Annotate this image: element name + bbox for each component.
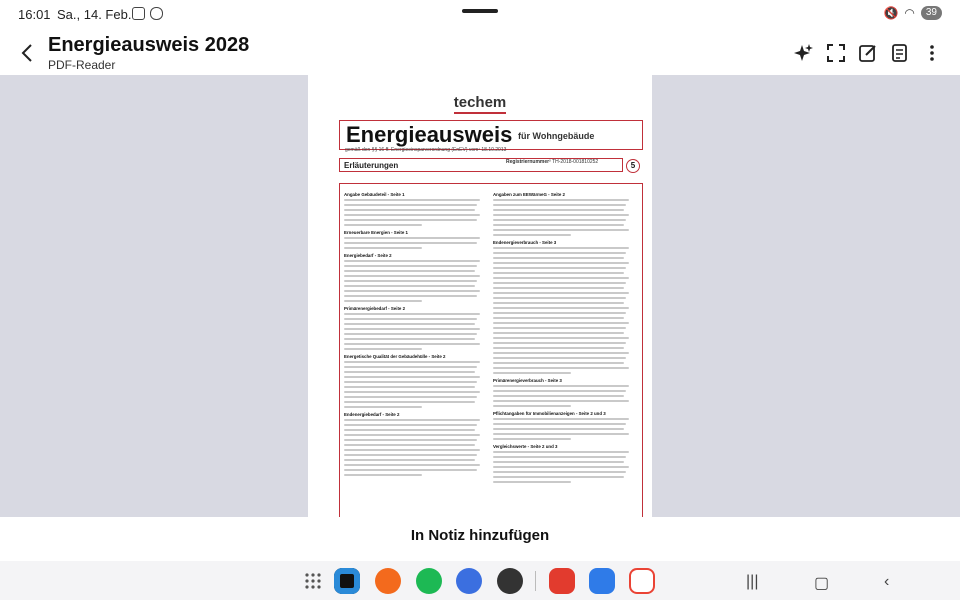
- screenshot-notification-icon: [132, 7, 145, 20]
- text-line: [344, 348, 422, 350]
- text-line: [344, 323, 475, 325]
- text-line: [493, 262, 629, 264]
- edit-icon[interactable]: [858, 43, 878, 63]
- text-line: [493, 312, 626, 314]
- text-line: [493, 390, 626, 392]
- pdf-app-icon[interactable]: [549, 568, 575, 594]
- gmail-app-icon[interactable]: [629, 568, 655, 594]
- text-line: [344, 439, 477, 441]
- text-line: [344, 474, 422, 476]
- text-line: [493, 428, 624, 430]
- text-line: [493, 362, 624, 364]
- text-line: [493, 352, 629, 354]
- text-line: [493, 357, 626, 359]
- add-to-note-button[interactable]: In Notiz hinzufügen: [410, 527, 550, 544]
- compass-app-icon[interactable]: [456, 568, 482, 594]
- text-line: [344, 224, 422, 226]
- text-line: [344, 275, 480, 277]
- document-heading: Pflichtangaben für Immobilienanzeigen - Seite 2 und 3: [493, 411, 606, 416]
- text-line: [344, 260, 480, 262]
- text-line: [344, 434, 480, 436]
- text-line: [493, 229, 629, 231]
- text-line: [344, 199, 480, 201]
- text-line: [344, 237, 480, 239]
- status-time: 16:01: [18, 7, 51, 22]
- text-line: [493, 337, 629, 339]
- text-line: [344, 459, 475, 461]
- app-icon-1[interactable]: [334, 568, 360, 594]
- page-subtitle: PDF-Reader: [48, 58, 116, 72]
- app-header: [0, 28, 960, 75]
- drag-handle[interactable]: [462, 9, 498, 13]
- app-notification-icon: [150, 7, 163, 20]
- status-date: Sa., 14. Feb.: [57, 7, 132, 22]
- text-line: [344, 454, 477, 456]
- text-line: [344, 242, 477, 244]
- text-line: [493, 247, 629, 249]
- text-line: [493, 234, 571, 236]
- text-line: [344, 219, 477, 221]
- page-title: Energieausweis 2028: [48, 34, 250, 56]
- text-line: [493, 418, 629, 420]
- text-line: [493, 438, 571, 440]
- text-line: [344, 333, 477, 335]
- text-line: [493, 287, 624, 289]
- text-line: [344, 401, 475, 403]
- text-line: [493, 267, 626, 269]
- back-arrow-icon[interactable]: [18, 42, 38, 64]
- back-nav-icon[interactable]: ‹: [884, 573, 890, 590]
- mute-icon: 🔇: [883, 6, 899, 20]
- page-number-badge: 5: [626, 159, 640, 173]
- recents-nav-icon[interactable]: |||: [746, 573, 759, 590]
- document-heading: Angabe Gebäudeteil - Seite 1: [344, 192, 405, 197]
- text-line: [493, 332, 624, 334]
- text-line: [493, 395, 624, 397]
- document-heading: Vergleichswerte - Seite 2 und 3: [493, 444, 558, 449]
- text-line: [344, 328, 480, 330]
- text-line: [493, 307, 629, 309]
- status-bar: [0, 0, 960, 28]
- pdf-page[interactable]: [308, 75, 652, 517]
- text-line: [493, 433, 629, 435]
- document-heading: Energetische Qualität der Gebäudehülle - Seite 2: [344, 354, 446, 359]
- document-heading: Erneuerbare Energien - Seite 1: [344, 230, 408, 235]
- fullscreen-icon[interactable]: [826, 43, 846, 63]
- text-line: [344, 295, 477, 297]
- wifi-icon: ◠: [904, 6, 915, 20]
- text-line: [493, 423, 626, 425]
- text-line: [344, 343, 480, 345]
- text-line: [493, 219, 626, 221]
- text-line: [493, 282, 626, 284]
- jbl-app-icon[interactable]: [375, 568, 401, 594]
- text-line: [493, 466, 629, 468]
- text-line: [344, 300, 422, 302]
- text-line: [493, 367, 629, 369]
- document-body: [339, 183, 643, 517]
- registration-number: [506, 159, 598, 165]
- text-line: [344, 381, 477, 383]
- text-line: [493, 476, 624, 478]
- text-line: [344, 391, 480, 393]
- text-line: [493, 214, 629, 216]
- notes-icon[interactable]: [890, 43, 910, 63]
- taskbar-divider: [535, 571, 536, 591]
- section-title: Erläuterungen: [339, 158, 623, 172]
- text-line: [493, 272, 624, 274]
- pdf-viewer[interactable]: [0, 75, 960, 517]
- taskbar: [0, 561, 960, 600]
- text-line: [493, 277, 629, 279]
- left-column: [344, 188, 486, 479]
- text-line: [344, 361, 480, 363]
- text-line: [493, 451, 629, 453]
- ai-sparkle-icon[interactable]: [794, 43, 814, 63]
- text-line: [493, 322, 629, 324]
- text-line: [493, 456, 626, 458]
- text-line: [493, 327, 626, 329]
- text-line: [344, 444, 475, 446]
- text-line: [344, 270, 475, 272]
- document-heading: Endenergiebedarf - Seite 2: [344, 412, 400, 417]
- text-line: [493, 224, 624, 226]
- text-line: [344, 318, 477, 320]
- text-line: [493, 405, 571, 407]
- text-line: [493, 209, 624, 211]
- text-line: [344, 429, 475, 431]
- text-line: [493, 302, 624, 304]
- text-line: [493, 342, 626, 344]
- text-line: [493, 317, 624, 319]
- battery-icon: 39: [921, 6, 942, 20]
- text-line: [344, 419, 480, 421]
- text-line: [493, 385, 629, 387]
- text-line: [493, 471, 626, 473]
- reg-label: Registriernummer²: [506, 159, 551, 165]
- text-line: [493, 372, 571, 374]
- text-line: [344, 406, 422, 408]
- text-line: [493, 292, 629, 294]
- text-line: [344, 313, 480, 315]
- text-line: [344, 464, 480, 466]
- reg-value: TH-2018-001810252: [552, 159, 599, 165]
- text-line: [493, 199, 629, 201]
- settings-app-icon[interactable]: [497, 568, 523, 594]
- text-line: [493, 204, 626, 206]
- text-line: [493, 481, 571, 483]
- text-line: [344, 376, 480, 378]
- text-line: [493, 461, 624, 463]
- document-subtitle: gemäß den §§ 16 ff. Energieeinsparverordnung (EnEV) vom¹ 18.10.2013: [345, 147, 507, 153]
- more-options-icon[interactable]: [922, 43, 942, 63]
- document-heading: Energiebedarf - Seite 2: [344, 253, 392, 258]
- phone-app-icon[interactable]: [416, 568, 442, 594]
- document-title-suffix: für Wohngebäude: [518, 131, 595, 141]
- text-line: [493, 400, 629, 402]
- document-title-frame: [339, 120, 643, 150]
- text-line: [344, 285, 475, 287]
- text-line: [344, 265, 477, 267]
- text-line: [344, 338, 475, 340]
- techem-logo: techem: [308, 94, 652, 114]
- text-line: [344, 371, 475, 373]
- app-drawer-icon[interactable]: [300, 568, 326, 594]
- box-app-icon[interactable]: [589, 568, 615, 594]
- text-line: [344, 449, 480, 451]
- text-line: [344, 396, 477, 398]
- text-line: [344, 366, 477, 368]
- document-title: Energieausweis: [346, 122, 513, 147]
- right-column: [493, 188, 635, 486]
- text-line: [493, 257, 624, 259]
- text-line: [344, 424, 477, 426]
- text-line: [344, 247, 422, 249]
- text-line: [344, 214, 480, 216]
- text-line: [344, 209, 475, 211]
- document-heading: Endenergieverbrauch - Seite 3: [493, 240, 557, 245]
- document-heading: Primärenergiebedarf - Seite 2: [344, 306, 406, 311]
- document-heading: Angaben zum EEWärmeG - Seite 2: [493, 192, 565, 197]
- text-line: [344, 386, 475, 388]
- text-line: [344, 204, 477, 206]
- text-line: [493, 347, 624, 349]
- document-heading: Primärenergieverbrauch - Seite 3: [493, 378, 562, 383]
- status-icons: [883, 6, 942, 20]
- note-bar: [0, 517, 960, 561]
- text-line: [344, 280, 477, 282]
- text-line: [493, 252, 626, 254]
- text-line: [493, 297, 626, 299]
- text-line: [344, 290, 480, 292]
- home-nav-icon[interactable]: ▢: [814, 575, 830, 592]
- text-line: [344, 469, 477, 471]
